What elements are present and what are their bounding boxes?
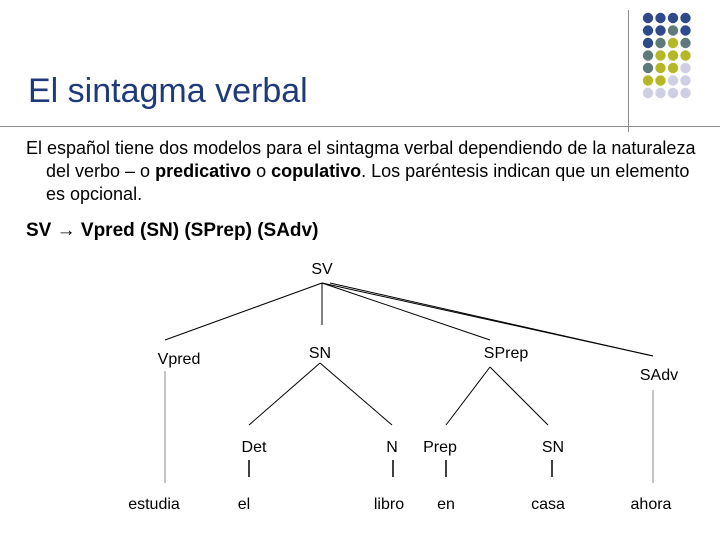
decorative-dot — [643, 13, 653, 23]
decorative-dot — [668, 50, 678, 60]
syntax-tree — [0, 250, 720, 540]
branch-sv-vpred — [165, 283, 322, 340]
decorative-dot — [655, 50, 665, 60]
title-divider — [0, 126, 720, 127]
decorative-dot — [668, 38, 678, 48]
node-prep: Prep — [423, 439, 457, 456]
decorative-dot — [680, 25, 690, 35]
decorative-dot — [668, 75, 678, 85]
leaf-en: en — [437, 496, 455, 513]
decorative-dot — [643, 75, 653, 85]
leaf-libro: libro — [373, 496, 405, 513]
node-sprep: SPrep — [483, 345, 529, 362]
decorative-dot — [668, 13, 678, 23]
decorative-dot — [655, 63, 665, 73]
decorative-dot — [655, 38, 665, 48]
branch-sprep-prep — [446, 367, 490, 425]
decorative-dot — [655, 13, 665, 23]
decorative-dot — [643, 38, 653, 48]
term-predicativo: predicativo — [155, 161, 252, 181]
decorative-dot — [680, 75, 690, 85]
decorative-dot — [643, 88, 653, 98]
decorative-dot — [668, 63, 678, 73]
branch-sn-det — [249, 363, 320, 425]
vertical-divider — [628, 10, 629, 132]
body-paragraph — [26, 137, 706, 206]
decorative-dot — [655, 88, 665, 98]
branch-sv-sprep — [322, 283, 490, 340]
decorative-dot — [643, 25, 653, 35]
leaf-el: el — [237, 496, 251, 513]
leaf-ticks — [249, 460, 552, 477]
leaf-casa: casa — [531, 496, 565, 513]
node-sv: SV — [311, 261, 333, 278]
node-sadv: SAdv — [639, 367, 679, 384]
decorative-dot — [643, 63, 653, 73]
node-sn2: SN — [541, 439, 565, 456]
branch-sprep-sn — [490, 367, 548, 425]
decorative-dot — [655, 75, 665, 85]
decorative-dot — [680, 88, 690, 98]
decorative-dot — [680, 63, 690, 73]
decorative-dot — [655, 25, 665, 35]
slide-title: El sintagma verbal — [28, 72, 308, 110]
decorative-dot — [680, 38, 690, 48]
terminal-stems — [165, 371, 653, 483]
phrase-structure-rule: SV → Vpred (SN) (SPrep) (SAdv) — [26, 220, 319, 241]
decorative-dot — [643, 50, 653, 60]
decorative-dot — [668, 88, 678, 98]
node-det: Det — [241, 439, 267, 456]
leaf-ahora: ahora — [630, 496, 672, 513]
tree-branches — [165, 283, 653, 425]
paragraph-lead: El español tiene dos modelos para el sintagma verbal dependiendo de la naturaleza del verbo – o — [26, 138, 696, 181]
node-n: N — [386, 439, 398, 456]
decorative-dot — [668, 25, 678, 35]
paragraph-tail: . Los paréntesis indican que un elemento es opcional. — [46, 161, 690, 204]
term-copulativo: copulativo — [271, 161, 362, 181]
node-sn: SN — [308, 345, 332, 362]
node-vpred: Vpred — [157, 351, 201, 368]
decorative-dot — [680, 50, 690, 60]
leaf-estudia: estudia — [128, 496, 180, 513]
decorative-dot — [680, 13, 690, 23]
branch-sn-n — [320, 363, 392, 425]
paragraph-connector: o — [251, 161, 272, 181]
